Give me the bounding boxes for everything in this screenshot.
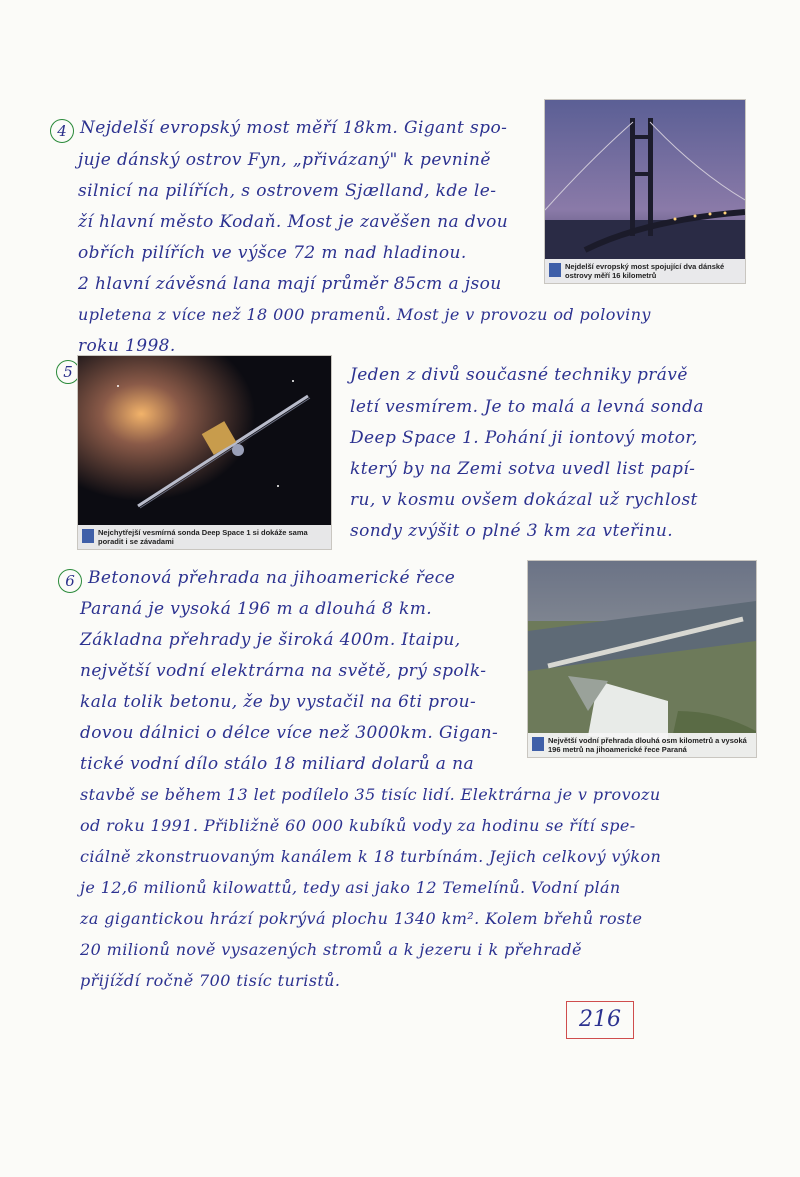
section-number-5: 5	[56, 360, 80, 384]
caption-marker	[82, 529, 94, 543]
text-line: největší vodní elektrárna na světě, prý spolk-	[80, 661, 487, 681]
text-line: 20 milionů nově vysazených stromů a k jezeru i k přehradě	[80, 940, 582, 959]
text-line: ru, v kosmu ovšem dokázal už rychlost	[350, 490, 698, 510]
text-line: 2 hlavní závěsná lana mají průměr 85cm a jsou	[78, 274, 502, 294]
text-line: Deep Space 1. Pohání ji iontový motor,	[350, 428, 698, 448]
text-line: letí vesmírem. Je to malá a levná sonda	[350, 397, 704, 417]
text-line: tické vodní dílo stálo 18 miliard dolarů a na	[80, 754, 475, 774]
text-line: ciálně zkonstruovaným kanálem k 18 turbínám. Jejich celkový výkon	[80, 847, 662, 866]
text-line: kala tolik betonu, že by vystačil na 6ti prou-	[80, 692, 477, 712]
text-line: roku 1998.	[78, 336, 176, 356]
bridge-caption-text: Nejdelší evropský most spojující dva dánské ostrovy měří 16 kilometrů	[565, 262, 725, 280]
text-line: je 12,6 milionů kilowattů, tedy asi jako 12 Temelínů. Vodní plán	[80, 878, 621, 897]
text-line: Nejdelší evropský most měří 18km. Gigant spo-	[80, 118, 508, 138]
bridge-photo-caption	[545, 259, 745, 283]
space-probe-photo	[78, 356, 331, 549]
dam-photo-caption	[528, 733, 756, 757]
space-probe-caption	[78, 525, 331, 549]
text-line: Betonová přehrada na jihoamerické řece	[88, 568, 456, 588]
probe-caption-text: Nejchytřejší vesmírná sonda Deep Space 1 si dokáže sama poradit i se závadami	[98, 528, 308, 546]
text-line: za gigantickou hrází pokrývá plochu 1340 km². Kolem břehů roste	[80, 909, 643, 928]
text-line: Jeden z divů současné techniky právě	[350, 365, 688, 385]
page-number: 216	[566, 1001, 634, 1039]
caption-marker	[532, 737, 544, 751]
text-line: Paraná je vysoká 196 m a dlouhá 8 km.	[80, 599, 433, 619]
section-number-4: 4	[50, 119, 74, 143]
dam-caption-text: Největší vodní přehrada dlouhá osm kilometrů a vysoká 196 metrů na jihoamerické řece Paraná	[548, 736, 747, 754]
text-line: od roku 1991. Přibližně 60 000 kubíků vody za hodinu se řítí spe-	[80, 816, 636, 835]
text-line: přijíždí ročně 700 tisíc turistů.	[80, 971, 341, 990]
text-line: který by na Zemi sotva uvedl list papí-	[350, 459, 696, 479]
text-line: silnicí na pilířích, s ostrovem Sjælland, kde le-	[78, 181, 497, 201]
section-number-6: 6	[58, 569, 82, 593]
dam-photo	[528, 561, 756, 757]
text-line: ží hlavní město Kodaň. Most je zavěšen na dvou	[78, 212, 509, 232]
bridge-photo	[545, 100, 745, 283]
text-line: dovou dálnici o délce více než 3000km. Gigan-	[80, 723, 499, 743]
text-line: obřích pilířích ve výšce 72 m nad hladinou.	[78, 243, 467, 263]
text-line: juje dánský ostrov Fyn, „přivázaný" k pevnině	[78, 150, 491, 170]
text-line: upletena z více než 18 000 pramenů. Most je v provozu od poloviny	[78, 305, 651, 324]
text-line: stavbě se během 13 let podílelo 35 tisíc lidí. Elektrárna je v provozu	[80, 785, 661, 804]
text-line: Základna přehrady je široká 400m. Itaipu,	[80, 630, 461, 650]
caption-marker	[549, 263, 561, 277]
text-line: sondy zvýšit o plné 3 km za vteřinu.	[350, 521, 674, 541]
